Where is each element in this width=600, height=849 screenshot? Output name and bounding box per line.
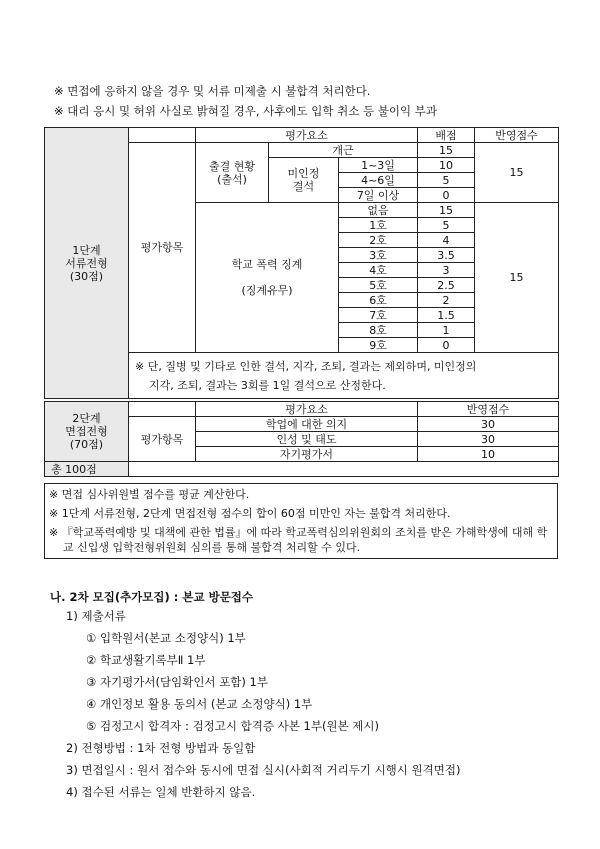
discipline-points: 1.5 [418,308,475,323]
discipline-points: 0 [418,338,475,353]
discipline-level: 4호 [339,263,418,278]
doc-item: ① 입학원서(본교 소정양식) 1부 [86,631,246,645]
stage1-header-points: 배점 [418,128,475,143]
footnotes-box [44,483,558,559]
discipline-points: 2 [418,293,475,308]
discipline-weight: 15 [475,203,559,353]
attendance-label: 출결 현황 (출석) [196,143,269,203]
attendance-perfect-points: 15 [418,143,475,158]
section-title: 나. 2차 모집(추가모집) : 본교 방문접수 [50,590,254,604]
discipline-points: 2.5 [418,278,475,293]
unexcused-absence-label: 미인정 결석 [269,158,339,203]
stage1-label: 1단계 서류전형 (30점) [45,128,129,399]
stage1-header-weight: 반영점수 [475,128,559,143]
stage2-label: 2단계 면접전형 (70점) [45,402,129,462]
interview-element: 학업에 대한 의지 [196,417,418,432]
doc-item: ③ 자기평가서(담임확인서 포함) 1부 [86,675,268,689]
stage1-note: ※ 단, 질병 및 기타로 인한 결석, 지각, 조퇴, 결과는 제외하며, 미인정의 지각, 조퇴, 결과는 3회를 1일 결석으로 산정한다. [129,353,559,399]
total-score: 총 100점 [45,462,129,477]
interview-weight: 30 [418,432,559,447]
doc-item: ② 학교생활기록부Ⅱ 1부 [86,653,206,667]
stage2-header-element: 평가요소 [196,402,418,417]
discipline-level: 9호 [339,338,418,353]
discipline-points: 3.5 [418,248,475,263]
absence-range: 1~3일 [339,158,418,173]
discipline-level: 없음 [339,203,418,218]
stage2-header-weight: 반영점수 [418,402,559,417]
interview-schedule: 3) 면접일시 : 원서 접수와 동시에 면접 실시(사회적 거리두기 시행시 원격면접) [66,763,461,777]
interview-weight: 10 [418,447,559,462]
stage2-item-label: 평가항목 [129,417,196,462]
submit-docs-heading: 1) 제출서류 [66,609,126,623]
discipline-label: 학교 폭력 징계 (징계유무) [196,203,339,353]
discipline-points: 1 [418,323,475,338]
attendance-weight: 15 [475,143,559,203]
discipline-level: 6호 [339,293,418,308]
discipline-points: 3 [418,263,475,278]
interview-weight: 30 [418,417,559,432]
interview-element: 자기평가서 [196,447,418,462]
absence-range: 7일 이상 [339,188,418,203]
interview-table [44,401,559,477]
evaluation-table [44,127,559,399]
discipline-level: 7호 [339,308,418,323]
footnote-school-violence: ※ 『학교폭력예방 및 대책에 관한 법률』에 따라 학교폭력심의위원회의 조치를 받은 가해학생에 대해 학교 신입생 입학전형위원회 심의를 통해 불합격 처리할 수 있다. [49,526,548,554]
discipline-level: 5호 [339,278,418,293]
footnote-cutoff: ※ 1단계 서류전형, 2단계 면접전형 점수의 합이 60점 미만인 자는 불합격 처리한다. [49,507,451,520]
doc-item: ④ 개인정보 활용 동의서 (본교 소정양식) 1부 [86,697,313,711]
absence-points: 0 [418,188,475,203]
discipline-points: 5 [418,218,475,233]
interview-element: 인성 및 태도 [196,432,418,447]
no-return-notice: 4) 접수된 서류는 일체 반환하지 않음. [66,785,256,799]
notice-no-show: ※ 면접에 응하지 않을 경우 및 서류 미제출 시 불합격 처리한다. [54,84,371,98]
discipline-level: 8호 [339,323,418,338]
stage1-header-element: 평가요소 [196,128,418,143]
absence-points: 5 [418,173,475,188]
attendance-perfect: 개근 [269,143,418,158]
stage1-item-label: 평가항목 [129,143,196,353]
discipline-level: 1호 [339,218,418,233]
discipline-points: 15 [418,203,475,218]
notice-fraud: ※ 대리 응시 및 허위 사실로 밝혀질 경우, 사후에도 입학 취소 등 불이익 부과 [54,104,437,118]
selection-method: 2) 전형방법 : 1차 전형 방법과 동일함 [66,741,256,755]
footnote-average: ※ 면접 심사위원별 점수를 평균 계산한다. [49,488,250,501]
doc-item: ⑤ 검정고시 합격자 : 검정고시 합격증 사본 1부(원본 제시) [86,719,380,733]
absence-points: 10 [418,158,475,173]
discipline-level: 2호 [339,233,418,248]
absence-range: 4~6일 [339,173,418,188]
discipline-level: 3호 [339,248,418,263]
discipline-points: 4 [418,233,475,248]
